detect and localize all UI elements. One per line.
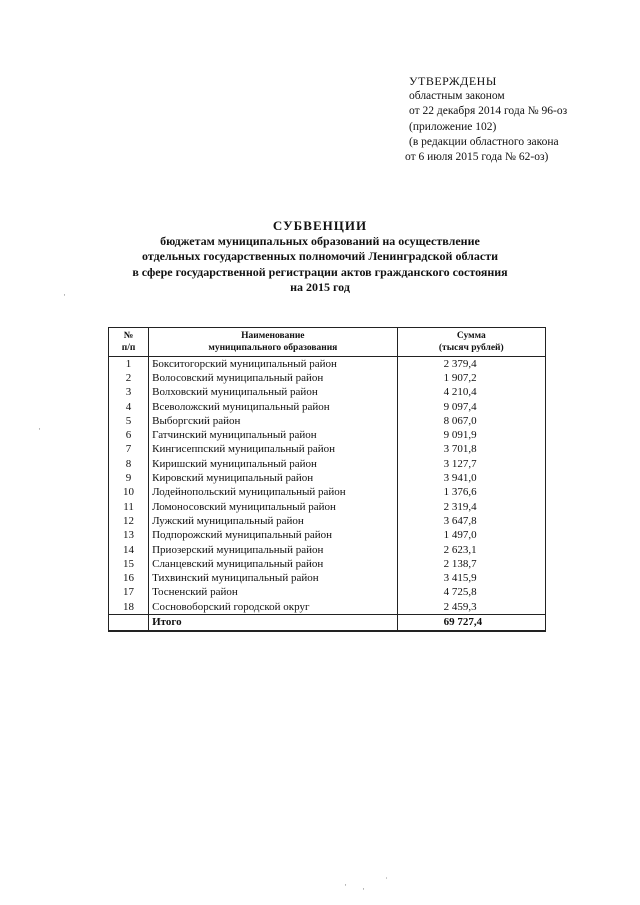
header-sum-line1: Сумма (456, 331, 486, 341)
row-name: Кингисеппский муниципальный район (149, 443, 397, 457)
heading-line: отдельных государственных полномочий Ленинградской области (141, 249, 499, 263)
row-num: 3 (109, 386, 149, 400)
row-name: Волосовский муниципальный район (149, 371, 397, 385)
row-num: 16 (109, 571, 149, 585)
heading-line: бюджетам муниципальных образований на осуществление (160, 233, 480, 248)
scan-speck: · (344, 880, 347, 890)
row-sum: 3 647,8 (397, 514, 545, 528)
row-sum: 4 725,8 (397, 586, 545, 600)
total-sum: 69 727,4 (397, 615, 545, 631)
row-sum: 1 376,6 (397, 486, 545, 500)
approval-title: УТВЕРЖДЕНЫ (409, 74, 497, 88)
scan-speck: · (362, 884, 365, 894)
row-name: Приозерский муниципальный район (149, 543, 397, 557)
table-row (109, 600, 546, 615)
row-num: 6 (109, 428, 149, 442)
total-label: Итого (149, 615, 397, 631)
header-name-line1: Наименование (241, 331, 305, 341)
header-name-line2: муниципального образования (208, 343, 338, 353)
table-header-row (109, 328, 546, 357)
table-row (109, 543, 546, 557)
row-name: Сланцевский муниципальный район (149, 557, 397, 571)
approval-line: от 22 декабря 2014 года № 96-оз (409, 105, 568, 118)
row-num: 5 (109, 414, 149, 428)
row-name: Ломоносовский муниципальный район (149, 500, 397, 514)
row-sum: 2 379,4 (397, 357, 545, 372)
table-row (109, 529, 546, 543)
row-num: 11 (109, 500, 149, 514)
table-row (109, 386, 546, 400)
approval-line: (приложение 102) (409, 120, 497, 133)
table-row (109, 486, 546, 500)
row-num: 18 (109, 600, 149, 615)
row-name: Всеволожский муниципальный район (149, 400, 397, 414)
row-name: Гатчинский муниципальный район (149, 428, 397, 442)
approval-line: (в редакции областного закона (409, 135, 559, 148)
row-name: Сосновоборский городской округ (149, 600, 397, 615)
header-num (109, 328, 149, 357)
header-num-line1: № (123, 331, 134, 341)
row-num: 15 (109, 557, 149, 571)
row-num: 13 (109, 529, 149, 543)
row-sum: 1 497,0 (397, 529, 545, 543)
row-sum: 8 067,0 (397, 414, 545, 428)
row-sum: 2 138,7 (397, 557, 545, 571)
row-num: 7 (109, 443, 149, 457)
table-row (109, 514, 546, 528)
approval-block (405, 74, 568, 165)
row-sum: 9 091,9 (397, 428, 545, 442)
approval-line: областным законом (409, 90, 505, 103)
row-num: 8 (109, 457, 149, 471)
header-sum (397, 328, 545, 357)
scan-speck: ˙ (385, 876, 388, 886)
row-num: 9 (109, 471, 149, 485)
table-row (109, 500, 546, 514)
total-row (109, 615, 546, 631)
header-name (149, 328, 397, 357)
row-num: 14 (109, 543, 149, 557)
row-sum: 9 097,4 (397, 400, 545, 414)
table-body (109, 357, 546, 615)
row-sum: 1 907,2 (397, 371, 545, 385)
total-num-cell (109, 615, 149, 631)
row-sum: 3 941,0 (397, 471, 545, 485)
subsidy-table (108, 327, 546, 632)
table-row (109, 471, 546, 485)
row-num: 17 (109, 586, 149, 600)
row-sum: 3 127,7 (397, 457, 545, 471)
row-name: Лодейнопольский муниципальный район (149, 486, 397, 500)
row-sum: 3 415,9 (397, 571, 545, 585)
header-sum-line2: (тысяч рублей) (438, 343, 504, 353)
table-row (109, 457, 546, 471)
row-sum: 4 210,4 (397, 386, 545, 400)
row-name: Кировский муниципальный район (149, 471, 397, 485)
row-sum: 2 623,1 (397, 543, 545, 557)
table-row (109, 428, 546, 442)
table-row (109, 357, 546, 372)
scan-speck: · (38, 424, 41, 434)
row-sum: 2 459,3 (397, 600, 545, 615)
row-num: 1 (109, 357, 149, 372)
table-row (109, 400, 546, 414)
row-name: Бокситогорский муниципальный район (149, 357, 397, 372)
row-name: Тихвинский муниципальный район (149, 571, 397, 585)
approval-line: от 6 июля 2015 года № 62-оз) (405, 151, 549, 164)
scan-speck: · (63, 290, 66, 300)
row-name: Выборгский район (149, 414, 397, 428)
heading-line: на 2015 год (290, 280, 350, 294)
heading-line: в сфере государственной регистрации актов гражданского состояния (132, 264, 508, 279)
table-row (109, 557, 546, 571)
row-num: 2 (109, 371, 149, 385)
table-row (109, 414, 546, 428)
header-num-line2: п/п (121, 343, 136, 353)
row-num: 4 (109, 400, 149, 414)
row-sum: 3 701,8 (397, 443, 545, 457)
row-name: Волховский муниципальный район (149, 386, 397, 400)
row-name: Подпорожский муниципальный район (149, 529, 397, 543)
row-name: Лужский муниципальный район (149, 514, 397, 528)
row-name: Тосненский район (149, 586, 397, 600)
row-sum: 2 319,4 (397, 500, 545, 514)
document-heading (0, 218, 640, 296)
row-name: Киришский муниципальный район (149, 457, 397, 471)
table-row (109, 571, 546, 585)
row-num: 12 (109, 514, 149, 528)
table-row (109, 586, 546, 600)
table-row (109, 371, 546, 385)
heading-main: СУБВЕНЦИИ (272, 218, 368, 233)
row-num: 10 (109, 486, 149, 500)
table-row (109, 443, 546, 457)
